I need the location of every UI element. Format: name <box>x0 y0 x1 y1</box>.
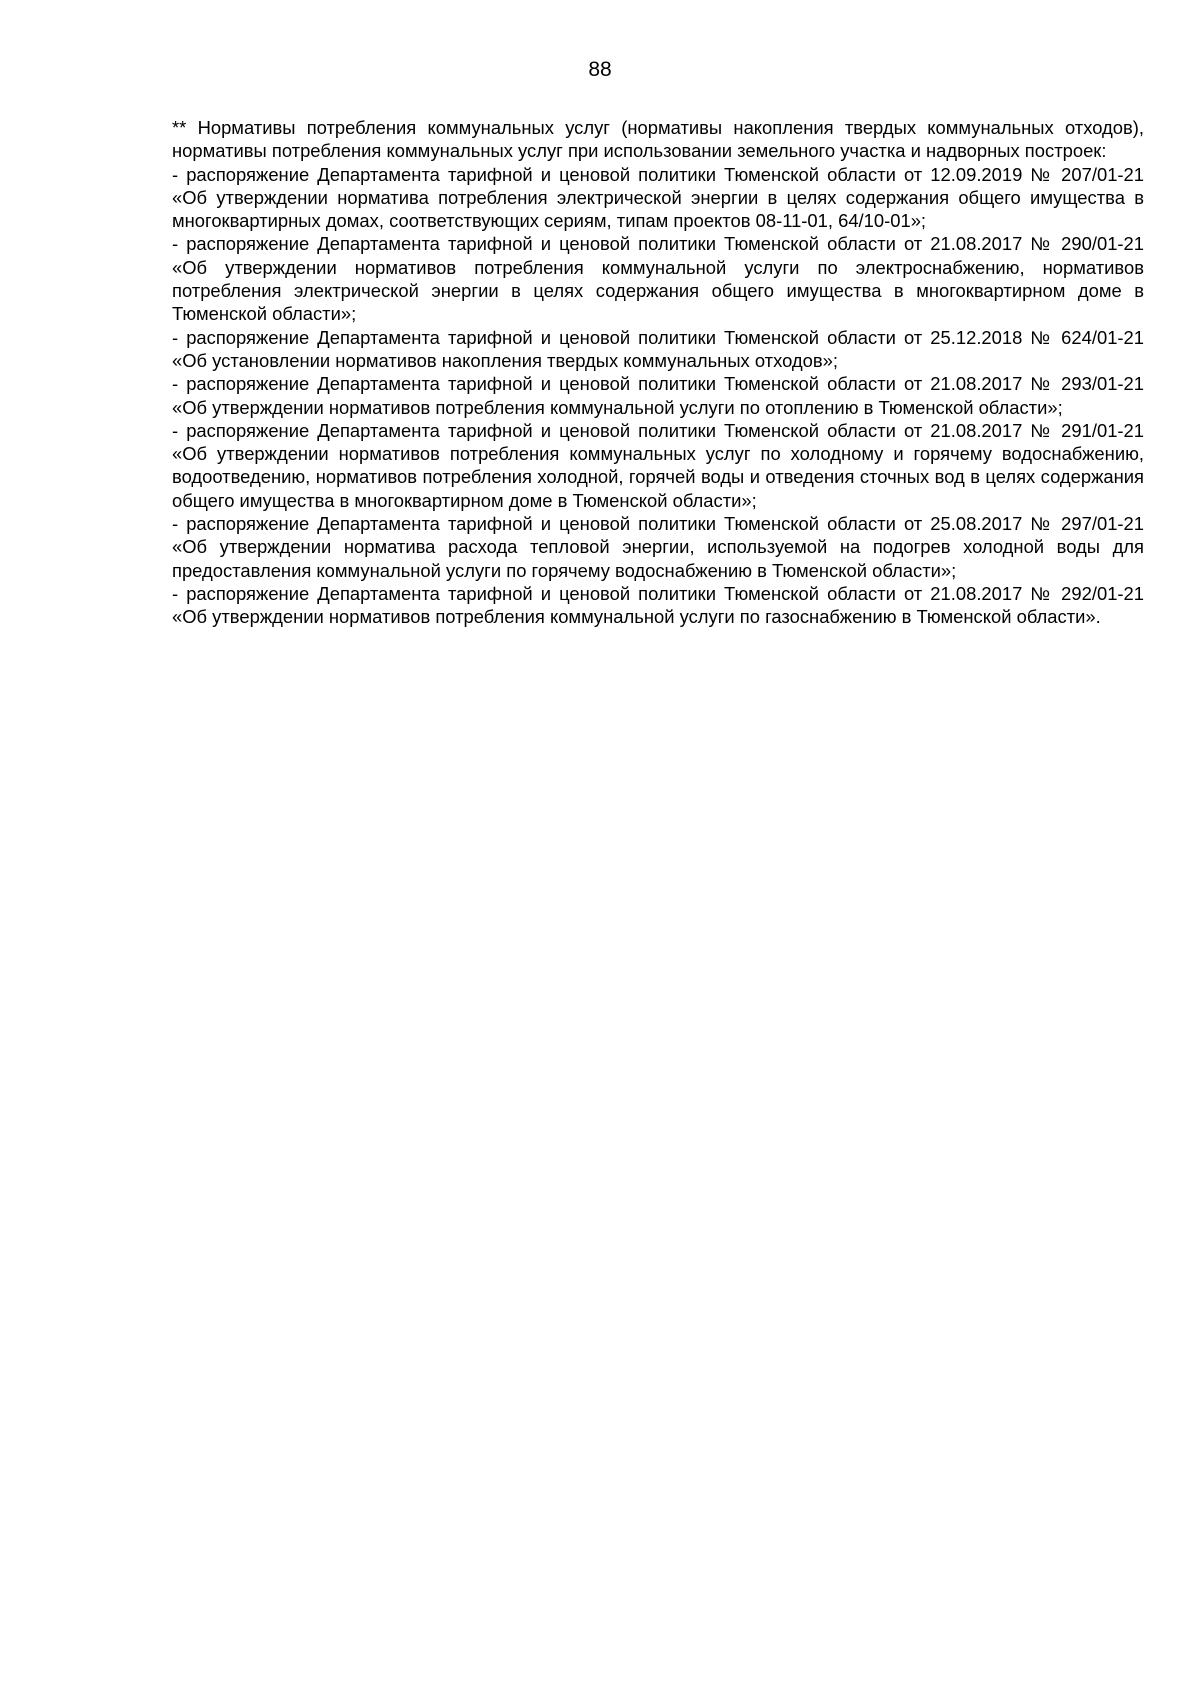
note-item: - распоряжение Департамента тарифной и ценовой политики Тюменской области от 12.09.2019 № 207/01-21 «Об утверждении норматива потребления электрической энергии в целях содержания общего имущества в многоквартирных домах, соответствующих сериям, типам проектов 08-11-01, 64/10-01»; <box>172 163 1144 232</box>
note-item: - распоряжение Департамента тарифной и ценовой политики Тюменской области от 25.12.2018 № 624/01-21 «Об установлении нормативов накопления твердых коммунальных отходов»; <box>172 326 1144 371</box>
note-item: - распоряжение Департамента тарифной и ценовой политики Тюменской области от 21.08.2017 № 291/01-21 «Об утверждении нормативов потребления коммунальных услуг по холодному и горячему водоснабжению, водоотведению, нормативов потребления холодной, горячей воды и отведения сточных вод в целях содержания общего имущества в многоквартирном доме в Тюменской области»; <box>172 419 1144 511</box>
note-intro: ** Нормативы потребления коммунальных услуг (нормативы накопления твердых коммунальных отходов), нормативы потребления коммунальных услуг при использовании земельного участка и надворных построек: <box>172 117 1144 162</box>
note-item: - распоряжение Департамента тарифной и ценовой политики Тюменской области от 25.08.2017 № 297/01-21 «Об утверждении норматива расхода тепловой энергии, используемой на подогрев холодной воды для предоставления коммунальной услуги по горячему водоснабжению в Тюменской области»; <box>172 513 1144 581</box>
note-item: - распоряжение Департамента тарифной и ценовой политики Тюменской области от 21.08.2017 № 292/01-21 «Об утверждении нормативов потребления коммунальной услуги по газоснабжению в Тюменской области». <box>172 582 1144 628</box>
document-body <box>172 116 1144 629</box>
note-item: - распоряжение Департамента тарифной и ценовой политики Тюменской области от 21.08.2017 № 290/01-21 «Об утверждении нормативов потребления коммунальной услуги по электроснабжению, нормативов потребления электрической энергии в целях содержания общего имущества в многоквартирном доме в Тюменской области»; <box>172 233 1144 325</box>
page-number: 88 <box>588 58 612 81</box>
note-item: - распоряжение Департамента тарифной и ценовой политики Тюменской области от 21.08.2017 № 293/01-21 «Об утверждении нормативов потребления коммунальной услуги по отоплению в Тюменской области»; <box>172 373 1144 418</box>
